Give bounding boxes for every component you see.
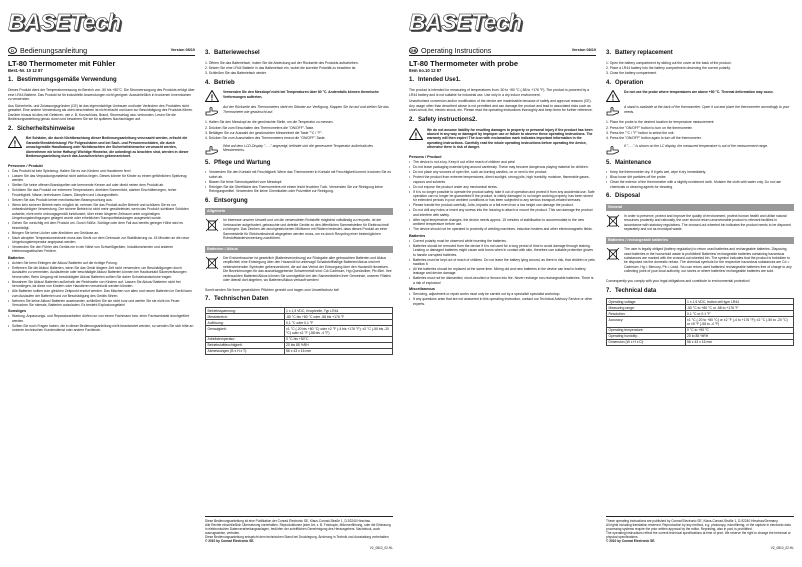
list-item: • Verwenden Sie den Kontakt mit Feuchtigkeit. Wenn das Thermometer in Kontakt mit Feuchtigkeit kommt, trocknen Sie es sofort ab. <box>205 170 393 179</box>
bullet-list <box>8 169 195 254</box>
section-title: Maintenance <box>615 159 652 166</box>
section-number: 5. <box>606 159 612 166</box>
section-heading <box>205 160 393 168</box>
section-heading <box>606 193 794 201</box>
section-title: Betrieb <box>214 79 235 86</box>
list-item: • Do not leave packaging material lying around carelessly. These may become dangerous playing material for children. <box>409 165 596 169</box>
imprint-text: These operating instructions are published by Conrad Electronic SE, Klaus-Conrad-Straße 1, D-92240 Hirschau/Germany. <box>606 518 779 523</box>
pointing-hand-icon <box>606 105 620 117</box>
column-left <box>8 46 195 335</box>
list-item: • Batteries must not be dismantled, short-circuited or thrown into fire. Never recharge non-rechargeable batteries. There is a risk of explosion! <box>409 276 596 285</box>
section-heading <box>205 80 393 88</box>
section-number: 2. <box>409 116 415 123</box>
spec-label: Abmessungen (B x H x T): <box>206 348 285 354</box>
list-item: • Bewahren Sie Akkus/ Batterien außerhalb der Reichweite von Kindern auf. Lassen Sie Akkus/ Batterien nicht frei herumliegen, da diese von Kindern oder Haustieren verschluckt werden könnten. <box>8 280 195 289</box>
disposal-batteries <box>205 256 393 285</box>
list-item: 3. Betätigen Sie zur Auswahl der gewünschten Messeinheit die Taste "°C / °F". <box>205 130 323 135</box>
table-row <box>607 317 794 327</box>
column-right <box>205 46 393 359</box>
spec-label: Auflösung: <box>206 320 285 326</box>
list-item: • Nach abrupten Temperaturwechseln muss das Gerät vor dem Gebrauch zur Stabilisierung ca. 15 Minuten an die neue Umgebungstemperatur angepasst werden. <box>8 236 195 245</box>
list-item: • Protect the product from extreme temperatures, direct sunlight, strong jolts, high humidity, moisture, flammable gases, vapours and solvents. <box>409 175 596 184</box>
list-item: • Alle Batterien sollten zum gleichen Zeitpunkt ersetzt werden. Das Mischen von alten und neuen Batterien im Gerät kann zum Auslaufen der Batterien und zur Beschädigung des Geräts führen. <box>8 289 195 298</box>
list-item: • Lassen Sie das Verpackungsmaterial nicht achtlos liegen. Dieses könnte für Kinder zu einem gefährlichen Spielzeug werden. <box>8 174 195 183</box>
disposal-general <box>205 218 393 243</box>
list-item: • Verwenden Sie den Fühler des Geräts nie in der Nähe von Schweißgeräten, Induktionsherden und anderen elektromagnetischen Feldern. <box>8 245 195 254</box>
section-heading <box>205 296 393 304</box>
intended-use-text: Dieses Produkt dient der Temperaturmessung im Bereich von -50 bis +80°C. Die Stromversorgung des Produkts erfolgt über eine LR44 Batterie. Das Produkt ist für industrielle Anwendungen nicht geeignet. Ausschließlich in trockenen Innenräumen zu verwenden. <box>8 88 195 101</box>
warning-text: We do not assume liability for resulting damages to property or personal injury if the product has been abused in any way or damaged by improper use or failure to observe these operating instructions. The warranty will then expire! The icon with exclamation mark indicates important information in the operating instructions. Carefully read the whole operating instructions before operating the device, otherwise there is risk of danger. <box>427 127 593 150</box>
list-item: • If it is no longer possible to operate the product safely, take it out of operation and protect it from any accidental use. Safe operation can no longer be guaranteed if the product: is visibly damaged, is no longer working properly, has been stored for extended periods in poor ambient conditions or has been subjected to any serious transport-related stresses. <box>409 190 596 203</box>
section-heading <box>8 77 195 85</box>
disposal-text: Der Endverbraucher ist gesetzlich (Batterieverordnung) zur Rückgabe aller gebrauchten Batterien und Akkus verpflichtet; eine Entsorgung über den Hausmüll ist untersagt! Schadstoffhaltige Batterien/Akkus sind mit nebenstehenden Symbolen gekennzeichnet, die auf das Verbot der Entsorgung über den Hausmüll hinweisen. Die Bezeichnungen für das ausschlaggebende Schwermetall sind: Cd=Cadmium, Hg=Quecksilber, Pb=Blei. Ihre verbrauchten Batterien/Akkus können Sie unentgeltlich bei den Sammelstellen Ihrer Gemeinde, unseren Filialen oder überall dort abgeben, wo Batterien/Akkus verkauft werden! <box>223 256 392 283</box>
section-title: Intended Use1. <box>418 77 461 84</box>
table-row <box>206 348 393 354</box>
spec-label: Operating temperature: <box>607 327 686 333</box>
bullet-list <box>409 239 596 286</box>
column-right <box>606 46 794 350</box>
list-item: 2. Drücken Sie zum Einschalten des Thermometers die "ON/OFF"-Taste. <box>205 125 315 130</box>
list-item: • Nehmen Sie keine Akkus/ Batterien auseinander, schließen Sie sie nicht kurz und werfen Sie sie nicht ins Feuer. Versuchen Sie niemals, Batterien aufzuladen. Es besteht Explosionsgefahr! <box>8 299 195 308</box>
section-title: Pflege und Wartung <box>214 159 271 166</box>
tech-data-table <box>606 298 794 346</box>
section-title: Batteriewechsel <box>214 50 260 56</box>
list-item: 2. Setzen Sie eine LR44 Batterie in das Batteriefach ein, wobei die korrekte Polarität zu beachten ist. <box>205 66 357 71</box>
list-item: • Blasen Sie feine Schmutzpartikel vom Messkopf. <box>205 180 393 184</box>
brand-logo: BASETech <box>409 9 522 35</box>
section-number: 6. <box>205 197 211 204</box>
crossed-bin-icon <box>205 256 219 270</box>
section-heading <box>606 160 794 168</box>
list-item: • Clean the exterior of the thermometer with a slightly moistened cloth. Moisten the cloth with water only. Do not use chemicals or cleaning agents for cleaning. <box>606 180 794 189</box>
spec-label: Messbereich: <box>206 314 285 320</box>
list-item: 1. Place the probe to the desired location for temperature measurement. <box>606 120 715 125</box>
hint-text: If "- - -" is shown on the LC display, the measured temperature is out of the measurement range. <box>624 143 769 148</box>
warning-box <box>409 128 596 153</box>
section-number: 5. <box>205 159 211 166</box>
list-item: • Batteries should be removed from the device if it is not used for a long period of time to avoid damage through leaking. Leaking or damaged batteries might cause acid burns when in contact with skin, therefore use suitable protective gloves to handle corrupted batteries. <box>409 244 596 257</box>
list-item: • Bringen Sie keine Löcher oder ähnlichen am Gehäuse an. <box>8 231 195 235</box>
section-title: Safety instructions2. <box>418 116 478 123</box>
step-list <box>606 120 794 140</box>
intended-use-text: Aus Sicherheits- und Zulassungsgründen (CE) ist das eigenmächtige Umbauen und/oder Verändern des Produktes nicht gestattet. Eine andere Verwendung als oben beschrieben ist nicht erlaubt und kann zur Beschädigung des Produkts führen. Darüber hinaus ist dies mit Gefahren, wie z. B. Kurzschluss, Brand, Stromschlag usw. verbunden. Lesen Sie die Bedienungsanleitung genau durch und bewahren Sie sie für späteres Nachschlagen auf. <box>8 103 194 122</box>
hint-box <box>606 144 794 156</box>
spec-value: 0,1 °C oder 0,1 °F <box>284 320 392 326</box>
list-item: • Das Produkt ist kein Spielzeug. Halten Sie es von Kindern und Haustieren fern! <box>8 169 195 173</box>
doc-version: Version 08/10 <box>170 48 195 53</box>
print-code: V2_0810_02-HL <box>770 546 794 551</box>
warning-triangle-icon <box>606 90 620 102</box>
list-item: • After rapid temperature changes, the device needs approx. 15 minutes of stabilisation to accommodate to the new ambient temperature before use. <box>409 218 596 227</box>
svg-text:!: ! <box>611 93 615 103</box>
list-item: • Sollten Sie noch Fragen haben, die in dieser Bedienungsanleitung nicht beantwortet werden, so wenden Sie sich bitte an unseren technischen Kundendienst oder andere Fachleute. <box>8 324 195 333</box>
table-row <box>206 326 393 336</box>
spec-value: 1 x 1,5 VDC, Knopfzelle, Typ LR44 <box>284 308 392 314</box>
list-item: • Reinigen Sie die Oberfläche des Thermometers mit einem leicht feuchten Tuch. Verwenden Sie zur Reinigung keine Reinigungsmittel. Verwenden Sie keine Chemikalien oder Putzmittel zur Reinigung. <box>205 185 393 194</box>
disposal-general <box>606 214 794 234</box>
section-title: Battery replacement <box>615 50 673 56</box>
imprint-text: All rights including translation reserved. Reproduction by any method, e.g. photocopy, microfilming, or the capture in electronic data processing systems require the prior written approval by the editor. Reprinting, also in part, is prohibited. <box>606 522 791 531</box>
list-item: • Do not expose the product under any mechanical stress. <box>409 185 596 189</box>
spec-label: Resolution: <box>607 311 686 317</box>
section-title: Operation <box>615 79 644 86</box>
subheading: Personen / Produkt <box>8 163 43 168</box>
subheading: Batterien / Akkus <box>205 246 393 253</box>
item-number: Best.-Nr. 10 12 87 <box>8 67 43 73</box>
list-item: 3. Schließen Sie das Batteriefach wieder. <box>205 71 267 76</box>
list-item: 4. Drücken Sie zum Ausschalten des Thermometers erneut die "ON/OFF"-Taste. <box>205 136 326 141</box>
hint-box <box>205 144 393 156</box>
list-item: 1. Öffnen Sie das Batteriefach, indem Sie die Abdeckung auf der Rückseite des Produkts aufschieben. <box>205 60 359 65</box>
spec-label: Measuring range: <box>607 305 686 311</box>
hint-text: A stand is available at the back of the thermometer. Open it out and place the thermometer accordingly to your needs. <box>624 105 790 114</box>
doc-header <box>409 46 596 56</box>
disposal-text: In order to preserve, protect and improve the quality of environment, protect human health and utilise natural resources prudently and rationally, the user should return unserviceable product to relevant facilities in accordance with statutory regulations. The crossed-out wheeled bin indicates the product needs to be disposed separately and not as municipal waste. <box>624 214 791 232</box>
intended-use-text: Unauthorised conversion and/or modification of the device are inadmissible because of safety and approval reasons (CE). Any usage other than described above is not permitted and can damage the product and lead to associated risks such as short-circuit, fire, electric shock, etc. Please read the operating instructions thoroughly and keep them for further reference. <box>409 99 593 113</box>
spec-value: ±1 °C (-20 to +80 °C) or ±2 °F (-4 to +176 °F); ±2 °C (-50 to -20 °C) or ±5 °F (-58 to -4 °F) <box>685 317 793 327</box>
bullet-list <box>8 261 195 308</box>
product-title: LT-80 Thermometer with probe <box>409 59 519 68</box>
section-title: Bestimmungsgemäße Verwendung <box>17 77 117 84</box>
table-row <box>607 339 794 345</box>
list-item: • Achten Sie beim Einlegen der Akkus/ Batterien auf die richtige Polung. <box>8 261 195 265</box>
spec-value: 0.1 °C or 0.1 °F <box>685 311 793 317</box>
spec-value: 1 x 1.5 VDC, button cell type LR44 <box>685 299 793 305</box>
warning-text: Do not use the probe where temperatures are above +80 °C. Thermal deformation may occur. <box>624 90 774 95</box>
warning-triangle-icon <box>205 90 219 102</box>
doc-title: Operating Instructions <box>421 45 492 55</box>
disposal-batteries <box>606 247 794 276</box>
spec-value: 20 bis 85 %RH <box>284 342 392 348</box>
list-item: • Gehen Sie vorsichtig mit dem Produkt um. Durch Stöße, Schläge oder dem Fall aus bereits geringer Höhe wird es beschädigt. <box>8 221 195 230</box>
section-title: Technischen Daten <box>214 296 269 303</box>
warning-triangle-icon <box>409 128 423 140</box>
subheading: Miscellaneous <box>409 287 435 292</box>
list-item: 3. Close the battery compartment. <box>606 71 658 76</box>
section-number: 1. <box>8 77 14 84</box>
list-item: 4. Press the "ON/OFF" button again to turn off the thermometer. <box>606 136 702 141</box>
spec-label: Betriebsluftfeuchtigkeit: <box>206 342 285 348</box>
spec-label: Accuracy: <box>607 317 686 327</box>
page-english <box>401 0 802 567</box>
svg-text:!: ! <box>414 131 418 140</box>
section-heading <box>8 126 195 134</box>
step-list <box>606 61 794 76</box>
pointing-hand-icon <box>606 144 620 156</box>
disposal-text: Im Interesse unserer Umwelt und um die verwendeten Rohstoffe möglichst vollständig zu recyceln, ist der Verbraucher aufgefordert, gebrauchte und defekte Geräte zu den öffentlichen Sammelstellen für Elektroschrott zu bringen. Das Zeichen der durchgestrichenen Mülltonne mit Rädern bedeutet, dass dieses Produkt an einer Sammelstelle für Elektronikschrott abgegeben werden muss, um es durch Recycling einer bestmöglichen Rohstoffwiederverwertung zuzuführen. <box>223 218 389 241</box>
section-heading <box>606 80 794 88</box>
subheading: General <box>606 204 794 211</box>
list-item: 3. Press the "°C / °F" button to select the unit. <box>606 130 675 135</box>
section-number: 4. <box>205 79 211 86</box>
imprint <box>606 516 794 551</box>
spec-value: 0 °C bis +50°C <box>284 336 392 342</box>
list-item: • The device should not be operated in proximity of welding machines, induction heaters and other electromagnetic fields. <box>409 227 596 231</box>
list-item: 2. Press the "ON/OFF" button to turn on the thermometer. <box>606 125 693 130</box>
list-item: • Do not place any sources of open fire, such as burning candles, on or next to the product. <box>409 170 596 174</box>
list-item: • Correct polarity must be observed while inserting the batteries. <box>409 239 596 243</box>
item-number: Item no.10 12 87 <box>409 67 442 73</box>
spec-label: Operating humidity: <box>607 333 686 339</box>
spec-value: 56 x 43 x 16 mm <box>284 348 392 354</box>
section-number: 4. <box>606 79 612 86</box>
warning-box <box>205 90 393 102</box>
intended-use-text: The product is intended for measuring of temperatures from -50 to +80 °C (-58 to +176 °F). The product is powered by a LR44 battery and is not suitable for industrial use. Use only in a dry indoor environment. <box>409 88 589 97</box>
doc-title: Bedienungsanleitung <box>20 45 88 55</box>
list-item: • Please handle the product carefully. Jolts, impacts or a fall even from a low height can damage the product. <box>409 203 596 207</box>
bullet-list <box>409 292 596 306</box>
hint-box <box>205 105 393 117</box>
section-number: 1. <box>409 77 415 84</box>
crossed-bin-icon <box>205 218 219 232</box>
copyright: © 2010 by Conrad Electronic SE. <box>205 539 255 544</box>
section-heading <box>205 50 393 58</box>
list-item: • Batteries must be kept out of reach of children. Do not leave the battery lying around, as there is risk, that children or pets swallow it. <box>409 258 596 267</box>
section-heading <box>409 77 596 85</box>
list-item: • Do not drill any holes or insert any screws into the housing to attach or mount the product. This can damage the product and interfere with safety. <box>409 208 596 217</box>
subheading: Batteries <box>409 233 426 238</box>
list-item: • Wartung, Anpassungs- und Reparaturarbeiten dürfen nur von einem Fachmann bzw. einer Fachwerkstatt durchgeführt werden. <box>8 314 195 323</box>
spec-label: Betriebsspannung: <box>206 308 285 314</box>
section-number: 3. <box>606 50 612 56</box>
section-title: Entsorgung <box>214 197 248 204</box>
section-number: 2. <box>8 125 14 132</box>
spec-label: Dimension (W x H x D): <box>607 339 686 345</box>
subheading: Batterien <box>8 255 25 260</box>
section-heading <box>606 50 794 58</box>
section-number: 3. <box>205 50 211 56</box>
step-list <box>205 120 393 140</box>
spec-value: 20 to 85 %RH <box>685 333 793 339</box>
spec-value: ±1 °C (-20 bis +80 °C) oder ±2 °F (-4 bis +176 °F); ±2 °C (-50 bis -20 °C) oder ±2 °F (-58 bis -4 °F) <box>284 326 392 336</box>
column-left <box>409 46 596 308</box>
copyright: © 2010 by Conrad Electronic SE. <box>606 539 656 544</box>
imprint-text: Diese Bedienungsanleitung ist eine Publikation der Conrad Electronic SE, Klaus-Conrad-Straße 1, D-92240 Hirschau. <box>205 518 372 523</box>
list-item: • If any questions arise that are not answered in this operating instruction, contact our Technical Advisory Service or other experts. <box>409 297 596 306</box>
list-item: 1. Halten Sie den Messkopf an die gewünschte Stelle, um die Temperatur zu messen. <box>205 120 334 125</box>
imprint-text: Alle Rechte einschließlich Übersetzung vorbehalten. Reproduktionen jeder Art, z. B. Fotokopie, Mikroverfilmung, oder die Erfassung in elektronischen Datenverarbeitungsanlagen, bedürfen der schriftlichen Genehmigung des Herausgebers. Nachdruck, auch auszugsweise, verboten. <box>205 522 391 535</box>
imprint-text: The operating instructions reflect the current technical specifications at time of print. We reserve the right to change the technical or physical specifications. <box>606 530 791 540</box>
section-number: 6. <box>606 193 612 200</box>
warning-box <box>8 136 195 161</box>
imprint <box>205 516 393 551</box>
list-item: • Schützen Sie das Produkt vor extremen Temperaturen, direktem Sonnenlicht, starken Erschütterungen, hoher Feuchtigkeit, Nässe, brennbaren Gasen, Dämpfen und Lösungsmitteln. <box>8 188 195 197</box>
section-heading <box>409 117 596 125</box>
spec-value: 0 °C to +50 °C <box>685 327 793 333</box>
doc-header <box>8 46 195 56</box>
spec-value: -50 °C to +80 °C or -58 to +176 °F <box>685 305 793 311</box>
print-code: V2_0810_02-HL <box>369 546 393 551</box>
list-item: • Wenn kein sicherer Betrieb mehr möglich ist, nehmen Sie das Produkt außer Betrieb und schützen Sie es vor unbeabsichtigter Verwendung. Der sichere Betrieb ist nicht mehr gewährleistet, wenn das Produkt: sichtbare Schäden aufweist, nicht mehr ordnungsgemäß funktioniert, über einen längeren Zeitraum unter ungünstigen Umgebungsbedingungen gelagert wurde oder erheblichen Transportbelastungen ausgesetzt wurde. <box>8 203 195 221</box>
brand-logo: BASETech <box>8 9 121 35</box>
warning-triangle-icon <box>8 136 22 148</box>
section-title: Disposal <box>615 193 641 200</box>
disposal-text: Consequently you comply with your legal obligations and contribute to environmental protection! <box>606 279 750 284</box>
list-item: • All the batteries should be replaced at the same time. Mixing old and new batteries in the device can lead to battery leakage and device damage. <box>409 267 596 276</box>
language-badge: D <box>8 47 17 54</box>
list-item: • The device is not a toy. Keep it out of the reach of children and pets! <box>409 160 596 164</box>
tech-data-table <box>205 307 393 355</box>
list-item: • Entfernen Sie die Akkus/ Batterien, wenn Sie das Gerät längere Zeit nicht verwenden, um Beschädigungen durch Auslaufen zu vermeiden. Auslaufende oder beschädigte Akkus/ Batterien können bei Hautkontakt Säureverätzungen hervorrufen. Beim Umgang mit beschädigten Akkus/ Batterien sollten Sie daher Schutzhandschuhe tragen. <box>8 266 195 279</box>
bullet-list <box>205 170 393 193</box>
doc-version: Version 08/10 <box>571 48 596 53</box>
subheading: Allgemein <box>205 208 393 215</box>
svg-text:!: ! <box>13 139 17 149</box>
svg-text:!: ! <box>210 93 214 103</box>
section-heading <box>205 198 393 206</box>
disposal-text: The user is legally obliged (battery regulation) to return used batteries and rechargeable batteries. Disposing used batteries in the household waste is prohibited! Batteries/ rechargeable batteries containing hazardous substances are marked with the crossed-out wheeled bin. The symbol indicates that the product is forbidden to be disposed via the domestic refuse. The chemical symbols for the respective hazardous substances are Cd = Cadmium, Hg = Mercury, Pb = Lead. You can return used batteries/ rechargeable batteries free of charge to any collecting point of your local authority, our stores or where batteries/ rechargeable batteries are sold. <box>624 247 792 274</box>
pointing-hand-icon <box>205 105 219 117</box>
spec-label: Genauigkeit: <box>206 326 285 336</box>
list-item: • Stellen Sie keine offenen Brandquellen wie brennende Kerzen auf oder direkt neben dem Produkt ab. <box>8 183 195 187</box>
spec-label: Arbeitstemperatur: <box>206 336 285 342</box>
disposal-text: Somit werden Sie Ihren gesetzlichen Pflichten gerecht und tragen zum Umweltschutz bei! <box>205 288 340 293</box>
list-item: • Setzen Sie das Produkt keiner mechanischen Beanspruchung aus. <box>8 198 195 202</box>
spec-value: -50 °C bis +80 °C oder -58 bis +176 °F <box>284 314 392 320</box>
section-title: Sicherheitshinweise <box>17 125 75 132</box>
crossed-bin-icon <box>606 214 620 228</box>
step-list <box>205 61 393 76</box>
subheading: Sonstiges <box>8 309 27 314</box>
warning-text: Bei Schäden, die durch Nichtbeachtung dieser Bedienungsanleitung verursacht werden, erlischt die Garantie/Gewährleistung! Für Folgeschäden und bei Sach- und Personenschäden, die durch unsachgemäße Handhabung oder Nichtbeachten der Sicherheitshinweise verursacht werden, übernehmen wir keine Haftung! Wichtige Hinweise, die unbedingt zu beachten sind, werden in dieser Bedienungsanleitung durch das Ausrufezeichen gekennzeichnet. <box>26 136 189 159</box>
section-heading <box>606 288 794 296</box>
list-item: 1. Open the battery compartment by sliding out the cover at the back of the product. <box>606 60 732 65</box>
list-item: 2. Place a LR44 battery into the battery compartment observing the correct polarity. <box>606 66 731 71</box>
language-badge: GB <box>410 48 417 53</box>
section-number: 7. <box>606 287 612 294</box>
spec-value: 56 x 43 x 16 mm <box>685 339 793 345</box>
bullet-list <box>606 170 794 189</box>
product-title: LT-80 Thermometer mit Fühler <box>8 59 116 68</box>
warning-box <box>606 90 794 102</box>
pointing-hand-icon <box>205 144 219 156</box>
hint-text: Wird auf dem LCD-Display "- - -" angezeigt, befindet sich die gemessene Temperatur außerhalb des Messbereichs. <box>223 143 374 152</box>
subheading: Batteries / rechargeable batteries <box>606 237 794 244</box>
crossed-bin-icon <box>606 247 620 261</box>
section-number: 7. <box>205 296 211 303</box>
spec-label: Operating voltage: <box>607 299 686 305</box>
bullet-list <box>8 314 195 332</box>
list-item: • Blow loose dirt particles off the probe. <box>606 175 794 179</box>
subheading: Persons / Product <box>409 155 442 160</box>
warning-text: Verwenden Sie den Messkopf nicht bei Temperaturen über 80 °C. Andernfalls können thermische Verformungen auftreten. <box>223 90 379 99</box>
hint-text: Auf der Rückseite des Thermometers steht ein Ständer zur Verfügung. Klappen Sie ihn auf und stellen Sie das Thermometer wie gewünscht auf. <box>223 105 389 114</box>
hint-box <box>606 105 794 117</box>
bullet-list <box>409 160 596 232</box>
imprint-text: Diese Bedienungsanleitung entspricht dem technischen Stand bei Drucklegung. Änderung in Technik und Ausstattung vorbehalten. <box>205 535 390 540</box>
list-item: • Servicing, adjustment or repair works must only be carried out by a specialist/ specialist workshop. <box>409 292 596 296</box>
list-item: • Keep the thermometer dry. If it gets wet, wipe it dry immediately. <box>606 170 794 174</box>
section-title: Technical data <box>615 287 657 294</box>
